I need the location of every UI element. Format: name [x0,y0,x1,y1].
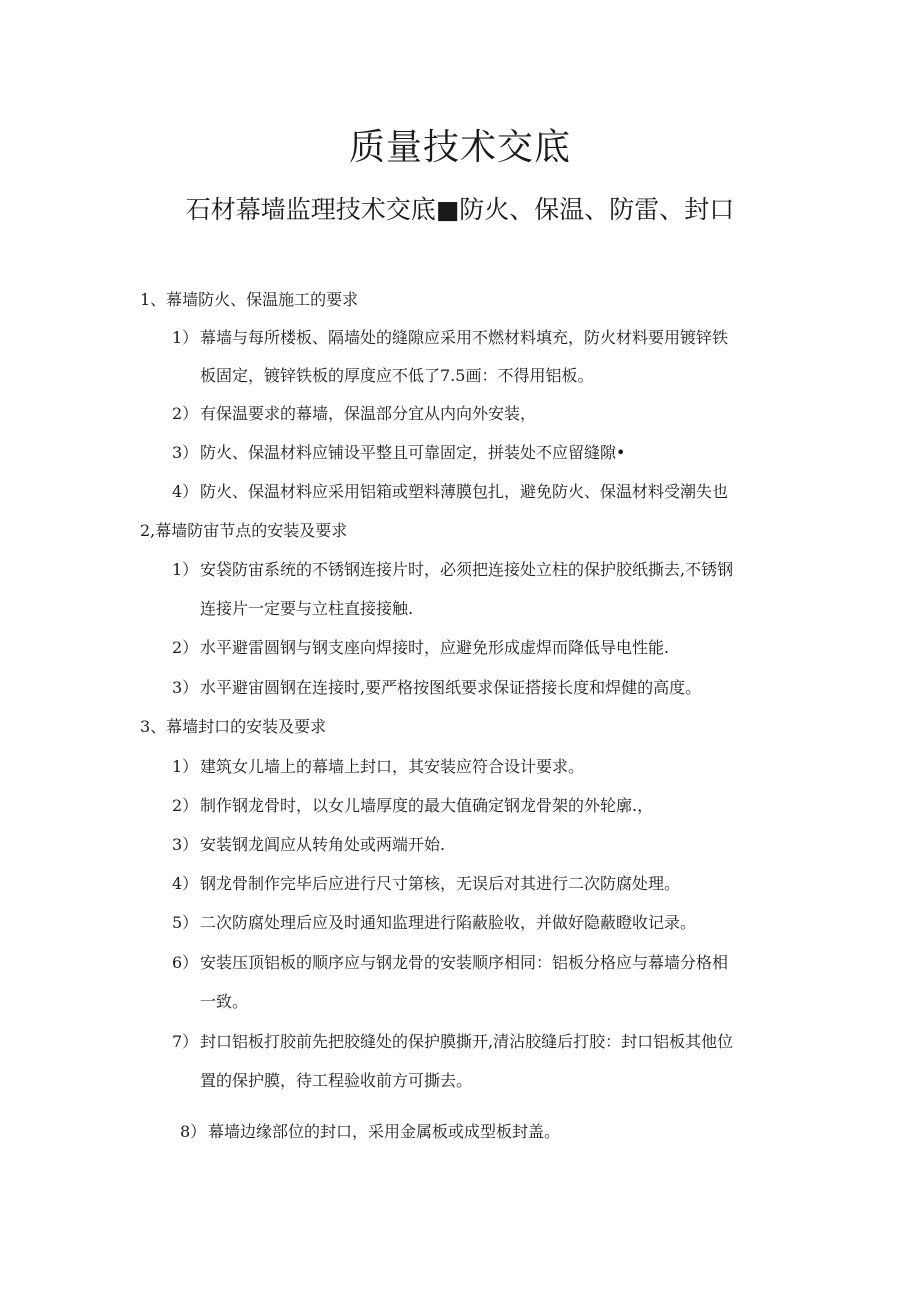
item-text: 有保温要求的幕墙，保温部分宜从内向外安装， [200,404,537,423]
item-number: 1） [172,560,199,579]
item-text: 水平避雷圆钢与钢支座向焊接时，应避免形成虚焊而降低导电性能. [200,638,670,657]
item-text: 安袋防宙系统的不锈钢连接片时，必须把连接处立柱的保护胶纸撕去,不锈钢 [200,560,734,579]
item-number: 2） [172,796,199,815]
item-text: 钢龙骨制作完毕后应进行尺寸第核，无误后对其进行二次防腐处理。 [200,874,681,893]
list-item [172,951,728,975]
list-item [172,558,733,582]
item-text: 封口铝板打胶前先把胶缝处的保护膜撕开,清沾胶缝后打胶：封口铝板其他位 [200,1032,734,1051]
item-text: 制作钢龙骨时，以女儿墙厚度的最大值确定钢龙骨架的外轮廓.， [200,796,654,815]
item-text: 幕墙与每所楼板、隔墙处的缝隙应采用不燃材料填充，防火材料要用镀锌铁 [200,328,729,347]
item-number: 2） [172,404,199,423]
item-number: 8） [180,1122,207,1141]
item-text-continued: 一致。 [200,992,249,1011]
item-number: 2） [172,638,199,657]
item-text-continued: 板固定，镀锌铁板的厚度应不低了7.5画：不得用铝板。 [200,366,594,385]
item-text: 二次防腐处理后应及时通知监理进行陷蔽脸收，并做好隐蔽瞪收记录。 [200,913,697,932]
item-text: 幕墙边缘部位的封口，采用金属板或成型板封盖。 [208,1122,561,1141]
section-heading: 2,幕墙防宙节点的安装及要求 [140,521,348,540]
item-text: 安装钢龙阊应从转角处或两端开始. [200,835,446,854]
list-item [180,1120,560,1144]
item-number: 3） [172,443,199,462]
item-number: 7） [172,1032,199,1051]
item-number: 1） [172,757,199,776]
item-number: 5） [172,913,199,932]
section-heading: 1、幕墙防火、保温施工的要求 [140,290,359,309]
page-subtitle: 石材幕墙监理技术交底■防火、保温、防雷、封口 [185,195,735,224]
list-item [172,872,680,896]
list-item [172,833,445,857]
list-item [172,326,728,350]
item-number: 4） [172,874,199,893]
item-text: 安装压顶铝板的顺序应与钢龙骨的安装顺序相同：铝板分格应与幕墙分格相 [200,953,729,972]
section-heading: 3、幕墙封口的安装及要求 [140,717,327,736]
page-title: 质量技术交底 [348,127,571,168]
item-number: 6） [172,953,199,972]
list-item [172,1030,733,1054]
list-item [172,794,653,818]
list-item [172,441,625,465]
list-item [172,402,536,426]
list-item [172,636,669,660]
item-number: 4） [172,482,199,501]
item-text-continued: 连接片一定要与立柱直接接触. [200,599,414,618]
item-number: 3） [172,835,199,854]
item-number: 3） [172,678,199,697]
item-number: 1） [172,328,199,347]
item-text: 防火、保温材料应铺设平整且可靠固定，拼装处不应留缝隙• [200,443,626,462]
list-item [172,911,696,935]
item-text: 水平避宙圆钢在连接时,要严格按图纸要求保证搭接长度和焊健的高度。 [200,678,702,697]
list-item [172,676,701,700]
list-item [172,755,584,779]
item-text: 防火、保温材料应采用铝箱或塑料薄膜包扎，避免防火、保温材料受潮失也 [200,482,729,501]
item-text: 建筑女儿墙上的幕墙上封口，其安装应符合设计要求。 [200,757,585,776]
item-text-continued: 置的保护膜，待工程验收前方可撕去。 [200,1071,473,1090]
list-item [172,480,728,504]
